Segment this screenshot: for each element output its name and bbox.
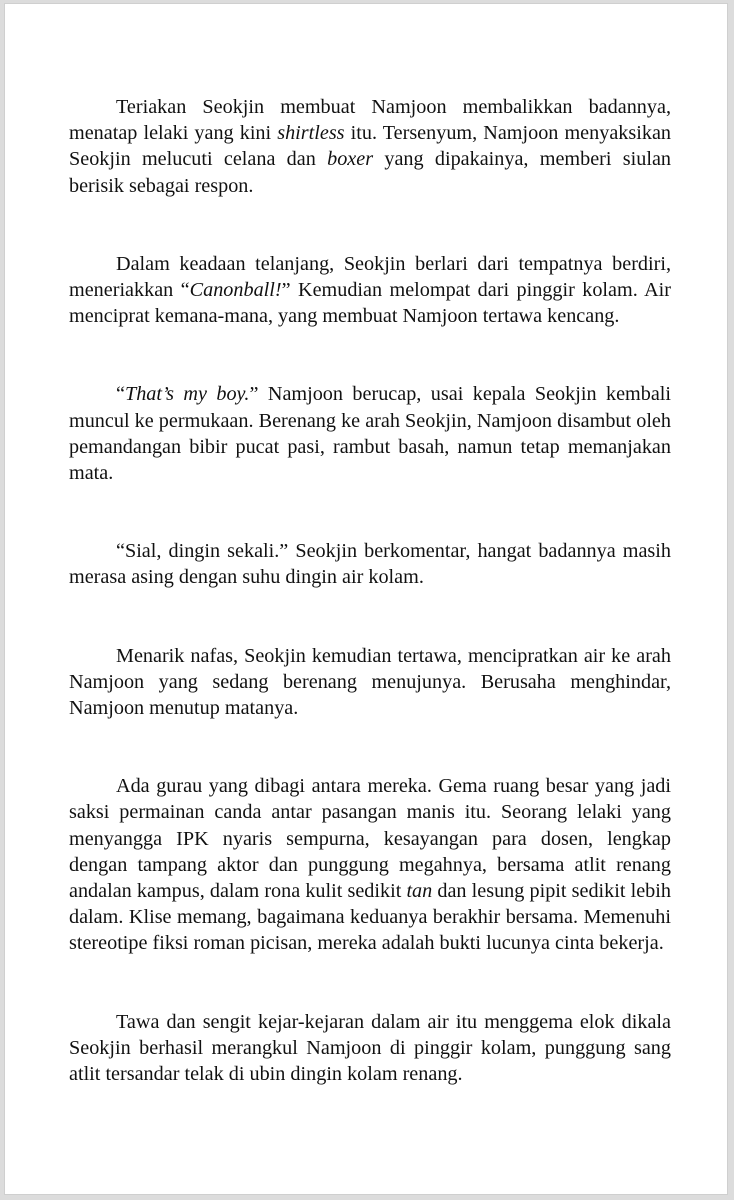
paragraph-7: Tawa dan sengit kejar-kejaran dalam air itu menggema elok dikala Seokjin berhasil merangkul Namjoon di pinggir kolam, punggung sang atlit tersandar telak di ubin dingin kolam renang. [69, 1010, 671, 1086]
paragraph-2-text-a: Dalam keadaan telanjang, Seokjin berlari dari tempatnya berdiri, meneriakkan “ [69, 252, 671, 302]
paragraph-5: Menarik nafas, Seokjin kemudian tertawa, mencipratkan air ke arah Namjoon yang sedang berenang menujunya. Berusaha menghindar, Namjoon menutup matanya. [69, 644, 671, 720]
paragraph-1-text-b: itu. Tersenyum, Namjoon menyaksikan Seokjin melucuti celana dan [69, 122, 671, 171]
paragraph-6-italic-tan: tan [406, 880, 433, 903]
paragraph-1-text-c: yang dipakainya, memberi siulan berisik sebagai respon. [69, 148, 671, 197]
paragraph-6-text-b: dan lesung pipit sedikit lebih dalam. Klise memang, bagaimana keduanya berakhir bersama. Memenuhi stereotipe fiksi roman picisan, mereka adalah bukti lucunya cinta bekerja. [69, 880, 671, 955]
paragraph-2 [69, 251, 671, 330]
paragraph-3-text-a: “ [116, 383, 125, 406]
paragraph-1 [69, 94, 671, 199]
paragraph-1-italic-shirtless: shirtless [277, 122, 345, 145]
paragraph-2-text-b: ” Kemudian melompat dari pinggir kolam. Air menciprat kemana-mana, yang membuat Namjoon tertawa kencang. [69, 279, 671, 328]
text-column [69, 94, 671, 1087]
paragraph-6-text-a: Ada gurau yang dibagi antara mereka. Gema ruang besar yang jadi saksi permainan canda antar pasangan manis itu. Seorang lelaki yang menyangga IPK nyaris sempurna, kesayangan para dosen, lengkap dengan tampang aktor dan punggung megahnya, bersama atlit renang andalan kampus, dalam rona kulit sedikit [69, 775, 671, 903]
paragraph-4: “Sial, dingin sekali.” Seokjin berkomentar, hangat badannya masih merasa asing dengan suhu dingin air kolam. [69, 540, 671, 589]
document-page [4, 3, 728, 1195]
paragraph-3-text-b: ” Namjoon berucap, usai kepala Seokjin kembali muncul ke permukaan. Berenang ke arah Seokjin, Namjoon disambut oleh pemandangan bibir pucat pasi, rambut basah, namun tetap memanjakan mata. [69, 383, 672, 485]
paragraph-2-italic-canonball: Canonball! [189, 279, 282, 302]
paragraph-3-italic-quote: That’s my boy. [124, 383, 250, 406]
paragraph-6 [69, 773, 671, 956]
paragraph-1-text-a: Teriakan Seokjin membuat Namjoon membalikkan badannya, menatap lelaki yang kini [69, 96, 671, 145]
paragraph-3 [69, 381, 671, 486]
paragraph-1-italic-boxer: boxer [327, 148, 374, 171]
